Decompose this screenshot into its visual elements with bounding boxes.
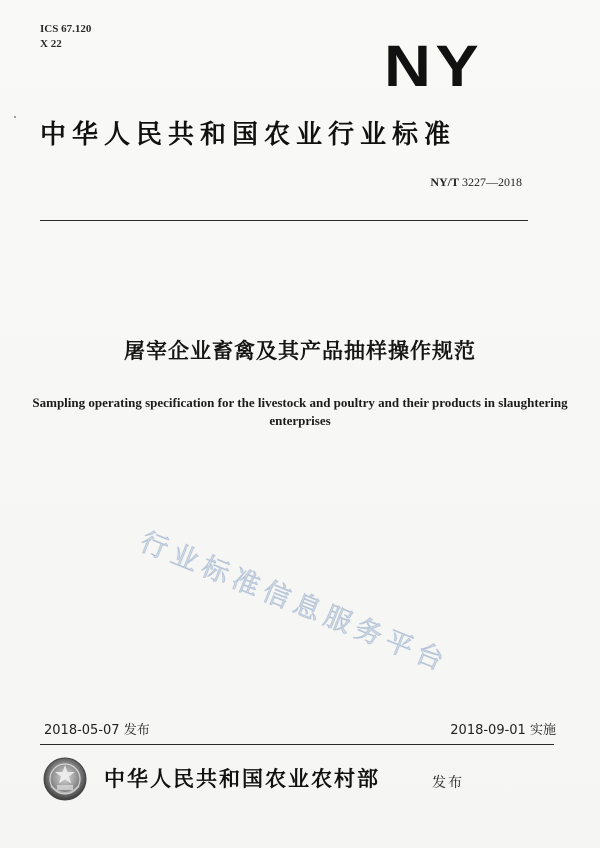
ny-logo: NY [384,34,484,99]
implement-date-block [450,722,556,740]
standard-code: 3227—2018 [462,175,522,189]
standard-prefix: NY/T [430,175,459,189]
release-date-block [44,722,150,740]
ics-code: ICS 67.120 [40,23,92,35]
classification-codes [40,22,91,52]
ccs-code: X 22 [40,38,62,50]
release-date: 2018-05-07 [44,723,120,738]
implement-date: 2018-09-01 [450,723,526,738]
watermark: 行业标准信息服务平台 [135,526,454,679]
publisher-name: 中华人民共和国农业农村部 [104,767,380,791]
bottom-divider [40,744,554,745]
top-divider [40,220,528,221]
document-title-english: Sampling operating specification for the livestock and poultry and their products in slaughtering enterprises [32,395,568,428]
scan-speck [14,116,16,118]
national-emblem-icon [42,756,88,802]
organization-title: 中华人民共和国农业行业标准 [40,120,457,150]
release-label: 发布 [123,723,150,738]
implement-label: 实施 [529,723,556,738]
document-title-chinese: 屠宰企业畜禽及其产品抽样操作规范 [124,339,476,363]
publish-label: 发布 [432,775,464,791]
standard-number [430,174,522,190]
